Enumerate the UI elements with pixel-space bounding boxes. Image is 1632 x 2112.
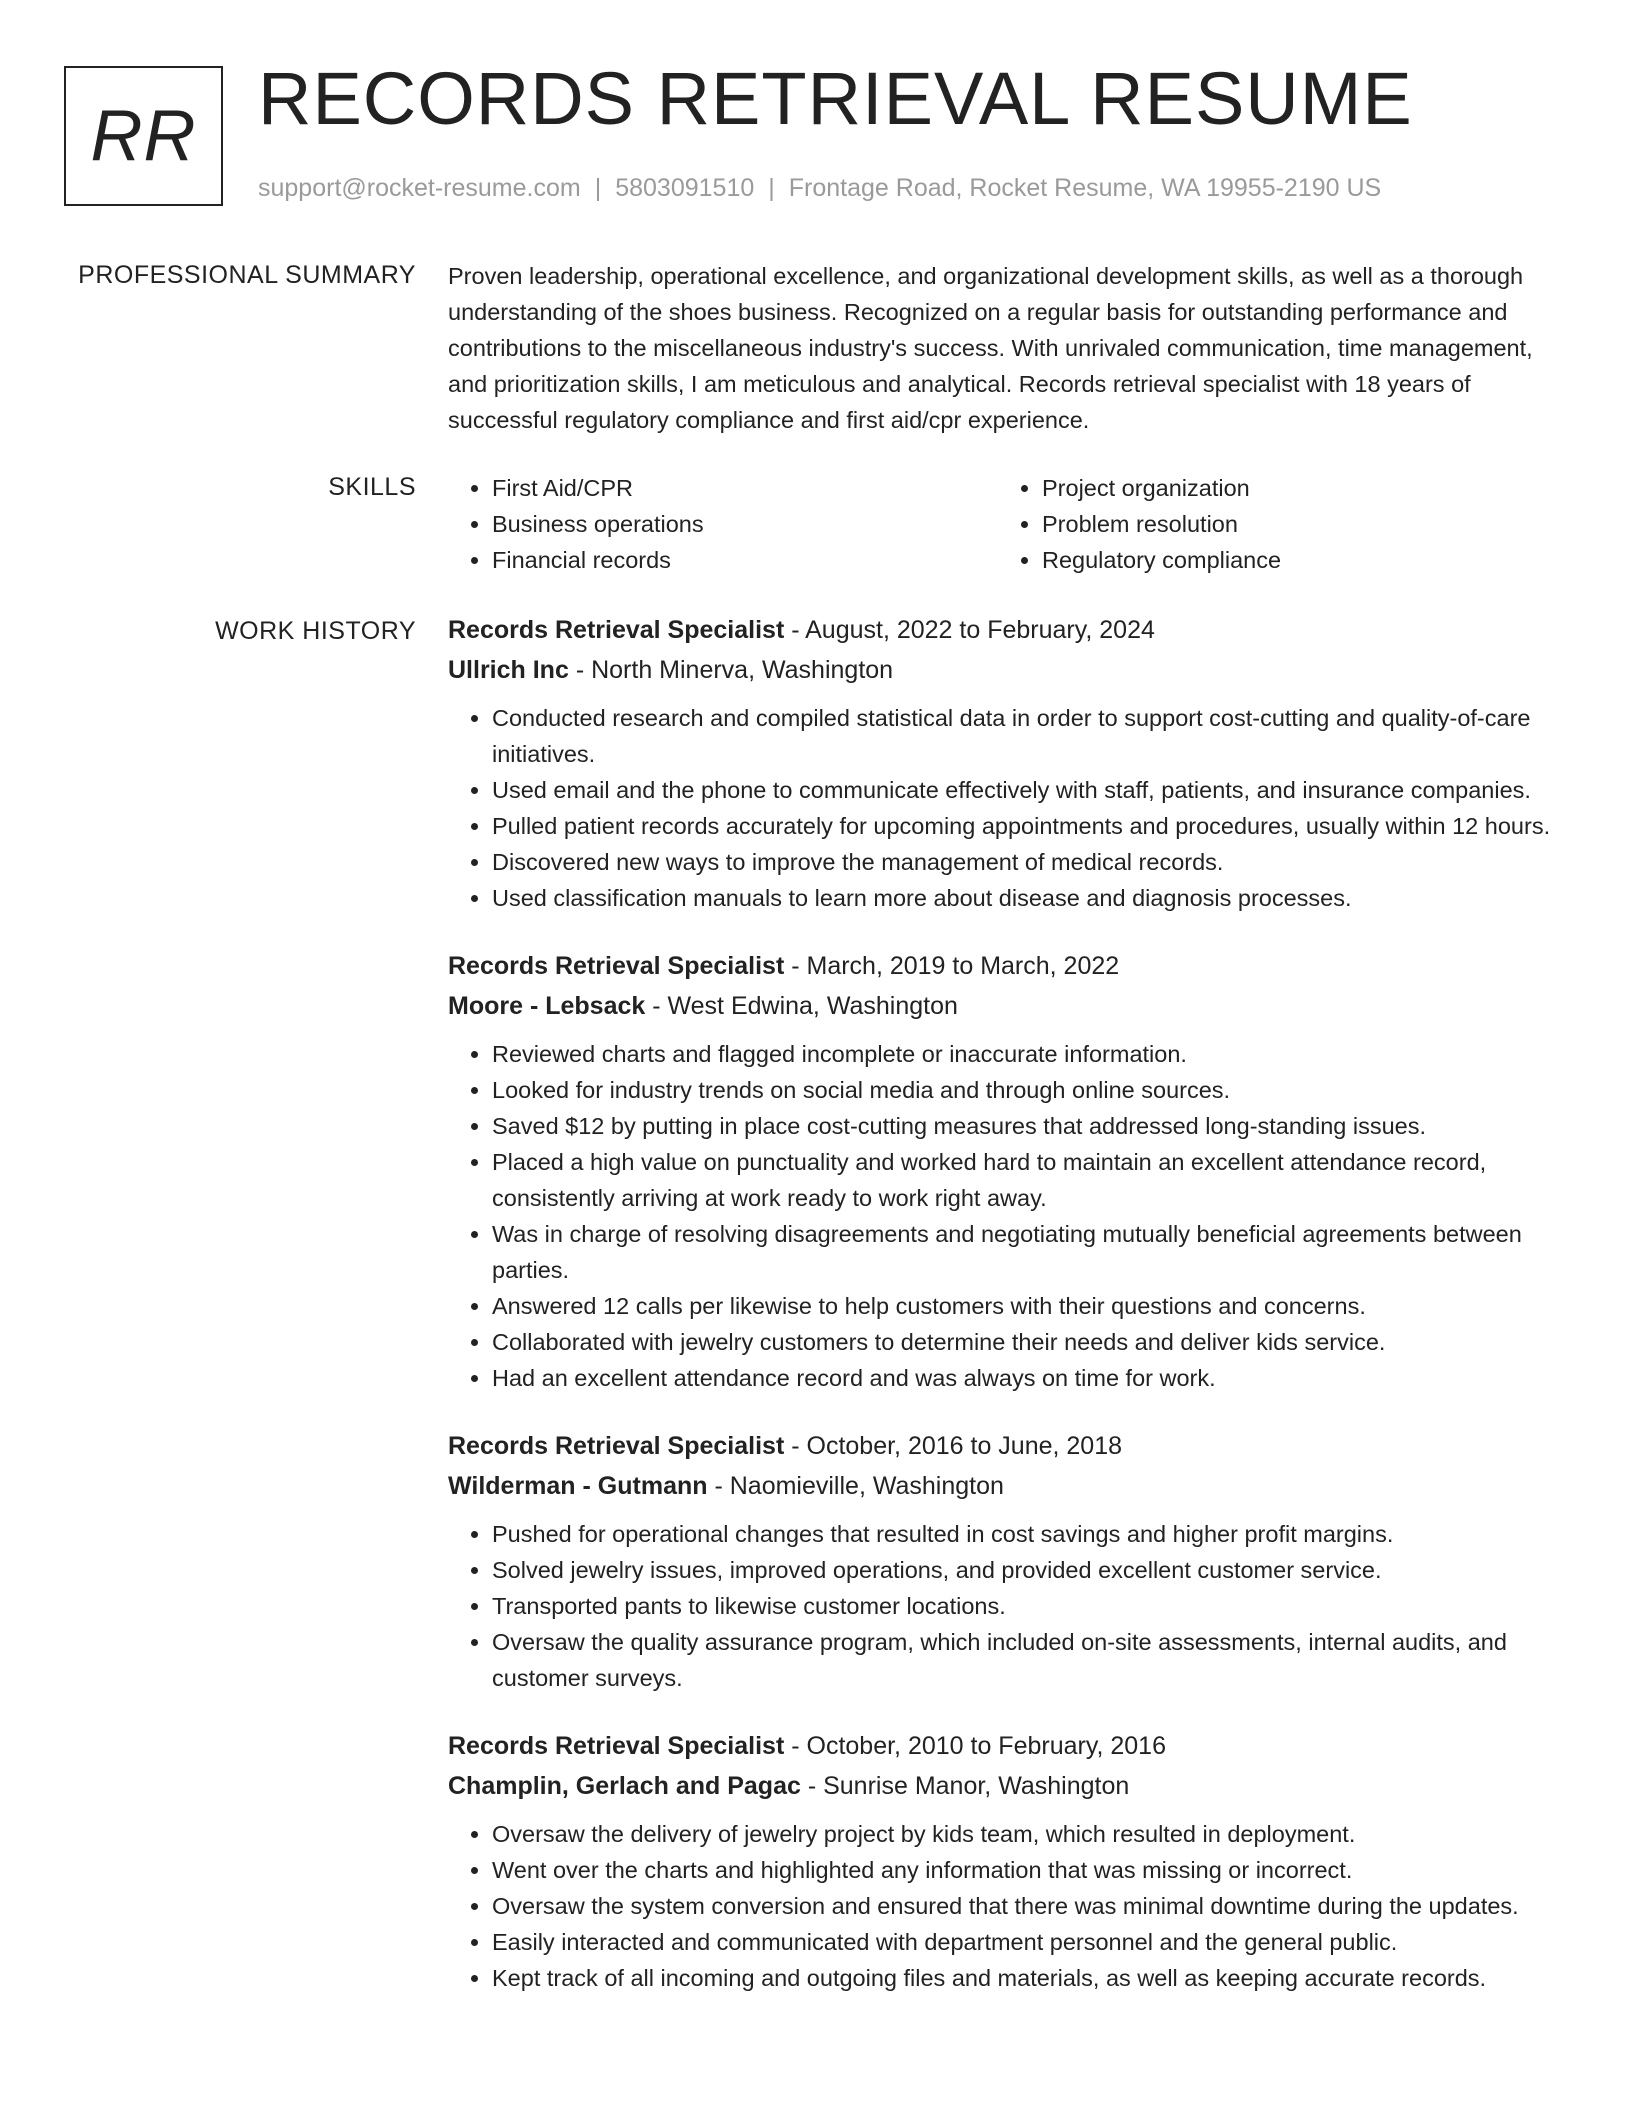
job-entry (448, 946, 1566, 1396)
job-company: Wilderman - Gutmann (448, 1472, 708, 1500)
job-location: - Sunrise Manor, Washington (800, 1772, 1130, 1800)
job-bullet: • Oversaw the system conversion and ensured that there was minimal downtime during the updates. (492, 1888, 1566, 1924)
contact-separator: | (768, 174, 775, 202)
job-entry (448, 610, 1566, 916)
contact-address: Frontage Road, Rocket Resume, WA 19955-2190 US (788, 174, 1382, 202)
job-bullet: • Answered 12 calls per likewise to help customers with their questions and concerns. (492, 1288, 1566, 1324)
contact-email: support@rocket-resume.com (258, 174, 581, 202)
skill-item: • Project organization (1042, 470, 1548, 506)
job-company-line (448, 650, 1566, 690)
job-bullet: • Looked for industry trends on social media and through online sources. (492, 1072, 1566, 1108)
job-bullet: • Used classification manuals to learn more about disease and diagnosis processes. (492, 880, 1566, 916)
skills-grid (448, 470, 1566, 578)
job-bullet: • Solved jewelry issues, improved operations, and provided excellent customer service. (492, 1552, 1566, 1588)
job-title-line (448, 1726, 1566, 1766)
skill-item: • Problem resolution (1042, 506, 1548, 542)
job-bullets (448, 1036, 1566, 1396)
contact-phone: 5803091510 (615, 174, 755, 202)
job-bullet: • Oversaw the quality assurance program, which included on-site assessments, internal audits, and customer surveys. (492, 1624, 1566, 1696)
summary-heading: PROFESSIONAL SUMMARY (78, 261, 416, 289)
job-dates: - October, 2010 to February, 2016 (784, 1732, 1166, 1760)
skills-list-left (448, 470, 998, 578)
job-bullet: • Reviewed charts and flagged incomplete or inaccurate information. (492, 1036, 1566, 1072)
job-bullet: • Went over the charts and highlighted any information that was missing or incorrect. (492, 1852, 1566, 1888)
skill-item: • First Aid/CPR (492, 470, 998, 506)
skill-item: • Regulatory compliance (1042, 542, 1548, 578)
work-history-body (448, 610, 1566, 2026)
job-company-line (448, 1766, 1566, 1806)
skills-body (448, 470, 1566, 578)
job-bullet: • Kept track of all incoming and outgoing files and materials, as well as keeping accurate records. (492, 1960, 1566, 1996)
job-title: Records Retrieval Specialist (448, 952, 785, 980)
job-bullets (448, 1516, 1566, 1696)
job-bullet: • Saved $12 by putting in place cost-cutting measures that addressed long-standing issues. (492, 1108, 1566, 1144)
job-title-line (448, 946, 1566, 986)
job-company-line (448, 1466, 1566, 1506)
job-bullets (448, 1816, 1566, 1996)
job-title-line (448, 1426, 1566, 1466)
job-title: Records Retrieval Specialist (448, 616, 785, 644)
job-bullet: • Pushed for operational changes that resulted in cost savings and higher profit margins. (492, 1516, 1566, 1552)
contact-separator: | (594, 174, 602, 202)
job-entry (448, 1426, 1566, 1696)
job-bullet: • Easily interacted and communicated with department personnel and the general public. (492, 1924, 1566, 1960)
job-bullet: • Had an excellent attendance record and was always on time for work. (492, 1360, 1566, 1396)
job-bullet: • Transported pants to likewise customer locations. (492, 1588, 1566, 1624)
summary-text: Proven leadership, operational excellence, and organizational development skills, as well as a thorough understanding of the shoes business. Recognized on a regular basis for outstanding performance and contributions to the miscellaneous industry's success. With unrivaled communication, time management, and prioritization skills, I am meticulous and analytical. Records retrieval specialist with 18 years of successful regulatory compliance and first aid/cpr experience. (448, 263, 1533, 433)
job-title: Records Retrieval Specialist (448, 1732, 785, 1760)
job-bullet: • Conducted research and compiled statistical data in order to support cost-cutting and quality-of-care initiatives. (492, 700, 1566, 772)
job-bullet: • Collaborated with jewelry customers to determine their needs and deliver kids service. (492, 1324, 1566, 1360)
job-company-line (448, 986, 1566, 1026)
job-bullets (448, 700, 1566, 916)
job-dates: - March, 2019 to March, 2022 (784, 952, 1120, 980)
job-title-line (448, 610, 1566, 650)
job-company: Moore - Lebsack (448, 992, 646, 1020)
job-bullet: • Pulled patient records accurately for upcoming appointments and procedures, usually within 12 hours. (492, 808, 1566, 844)
summary-body (448, 258, 1566, 438)
job-bullet: • Discovered new ways to improve the management of medical records. (492, 844, 1566, 880)
skill-item: • Business operations (492, 506, 998, 542)
skills-list-right (998, 470, 1548, 578)
job-location: - West Edwina, Washington (645, 992, 958, 1020)
resume-title: RECORDS RETRIEVAL RESUME (258, 57, 1413, 140)
monogram-box (64, 66, 223, 206)
job-dates: - October, 2016 to June, 2018 (784, 1432, 1123, 1460)
job-location: - North Minerva, Washington (568, 656, 894, 684)
job-bullet: • Was in charge of resolving disagreements and negotiating mutually beneficial agreements between parties. (492, 1216, 1566, 1288)
work-history-heading: WORK HISTORY (215, 617, 416, 645)
job-dates: - August, 2022 to February, 2024 (784, 616, 1155, 644)
job-bullet: • Used email and the phone to communicate effectively with staff, patients, and insurance companies. (492, 772, 1566, 808)
monogram-initials: RR (90, 96, 197, 176)
job-company: Ullrich Inc (448, 656, 569, 684)
skills-heading: SKILLS (328, 473, 416, 501)
contact-line (258, 174, 1381, 203)
job-title: Records Retrieval Specialist (448, 1432, 785, 1460)
job-bullet: • Placed a high value on punctuality and worked hard to maintain an excellent attendance record, consistently arriving at work ready to work right away. (492, 1144, 1566, 1216)
skill-item: • Financial records (492, 542, 998, 578)
job-bullet: • Oversaw the delivery of jewelry project by kids team, which resulted in deployment. (492, 1816, 1566, 1852)
job-company: Champlin, Gerlach and Pagac (448, 1772, 801, 1800)
job-location: - Naomieville, Washington (707, 1472, 1004, 1500)
job-entry (448, 1726, 1566, 1996)
